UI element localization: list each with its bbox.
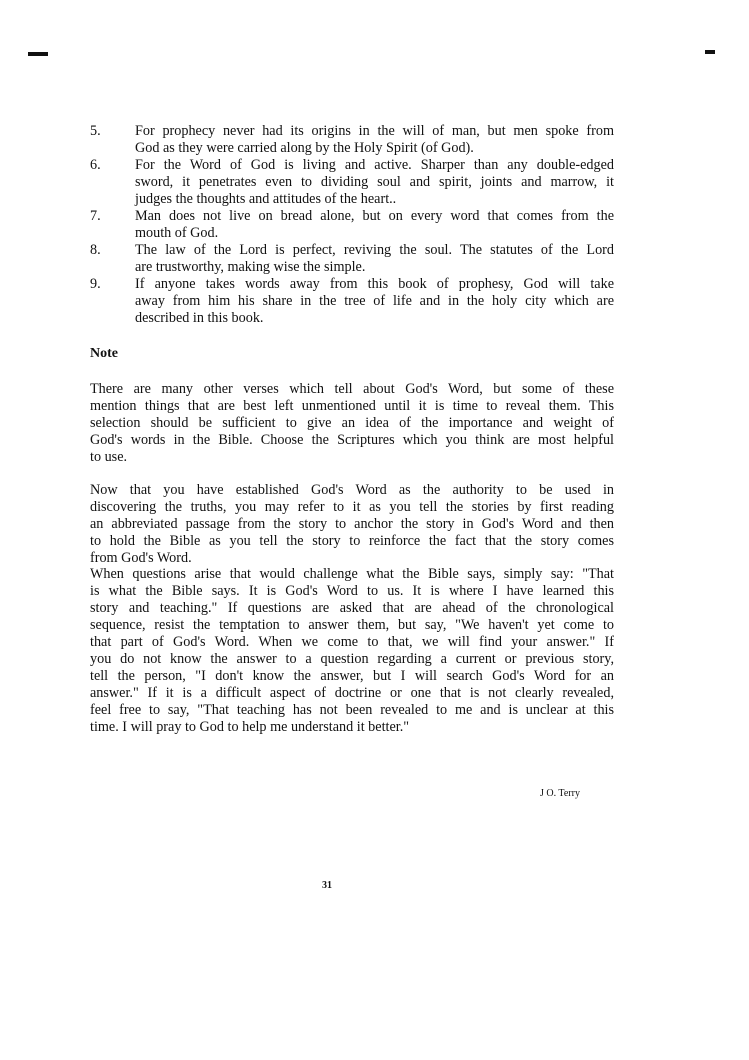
scripture-list [90, 123, 614, 327]
scan-mark-right [705, 50, 715, 54]
text-line: selection should be sufficient to give an idea of the importance and weight of [90, 415, 614, 431]
text-line: Man does not live on bread alone, but on every word that comes from the [135, 208, 614, 224]
text-line: are trustworthy, making wise the simple. [135, 259, 366, 275]
item-number: 5. [90, 123, 101, 139]
text-line: away from him his share in the tree of life and in the holy city which are [135, 293, 614, 309]
text-line: an abbreviated passage from the story to anchor the story in God's Word and then [90, 516, 614, 532]
list-item [90, 123, 614, 157]
item-number: 7. [90, 208, 101, 224]
item-number: 6. [90, 157, 101, 173]
text-line: discovering the truths, you may refer to it as you tell the stories by first reading [90, 499, 614, 515]
text-line: from God's Word. [90, 550, 192, 566]
text-line: If anyone takes words away from this book of prophesy, God will take [135, 276, 614, 292]
text-line: time. I will pray to God to help me understand it better." [90, 719, 410, 735]
text-line: There are many other verses which tell about God's Word, but some of these [90, 381, 614, 397]
text-line: you do not know the answer to a question regarding a current or previous story, [90, 651, 614, 667]
note-heading: Note [90, 346, 118, 361]
item-number: 8. [90, 242, 101, 258]
text-line: mouth of God. [135, 225, 219, 241]
text-line: story and teaching." If questions are asked that are ahead of the chronological [90, 600, 614, 616]
text-line: mention things that are best left unmentioned until it is time to reveal them. This [90, 398, 614, 414]
text-line: described in this book. [135, 310, 264, 326]
text-line: tell the person, "I don't know the answer, but I will search God's Word for an [90, 668, 614, 684]
text-line: to use. [90, 449, 128, 465]
list-item [90, 208, 614, 242]
text-line: feel free to say, "That teaching has not been revealed to me and is unclear at this [90, 702, 614, 718]
scan-mark-left [28, 52, 48, 56]
text-line: sword, it penetrates even to dividing soul and spirit, joints and marrow, it [135, 174, 614, 190]
text-line: answer." If it is a difficult aspect of doctrine or one that is not clearly revealed, [90, 685, 614, 701]
text-line: Now that you have established God's Word as the authority to be used in [90, 482, 614, 498]
text-line: When questions arise that would challenge what the Bible says, simply say: "That [90, 566, 614, 582]
text-line: For prophecy never had its origins in the will of man, but men spoke from [135, 123, 614, 139]
text-line: is what the Bible says. It is God's Word to us. It is where I have learned this [90, 583, 614, 599]
page-number: 31 [322, 880, 332, 891]
item-number: 9. [90, 276, 101, 292]
text-line: sequence, resist the temptation to answer them, but say, "We haven't yet come to [90, 617, 614, 633]
paragraph-1 [90, 381, 614, 466]
author-signature: J O. Terry [540, 788, 580, 799]
text-line: For the Word of God is living and active. Sharper than any double-edged [135, 157, 614, 173]
list-item [90, 242, 614, 276]
text-line: to hold the Bible as you tell the story to reinforce the fact that the story comes [90, 533, 614, 549]
text-line: God's words in the Bible. Choose the Scriptures which you think are most helpful [90, 432, 614, 448]
list-item [90, 276, 614, 327]
paragraph-2 [90, 482, 614, 567]
text-line: that part of God's Word. When we come to that, we will find your answer." If [90, 634, 614, 650]
text-line: The law of the Lord is perfect, reviving the soul. The statutes of the Lord [135, 242, 614, 258]
text-line: God as they were carried along by the Holy Spirit (of God). [135, 140, 474, 156]
paragraph-3 [90, 566, 614, 736]
text-line: judges the thoughts and attitudes of the heart.. [135, 191, 397, 207]
list-item [90, 157, 614, 208]
